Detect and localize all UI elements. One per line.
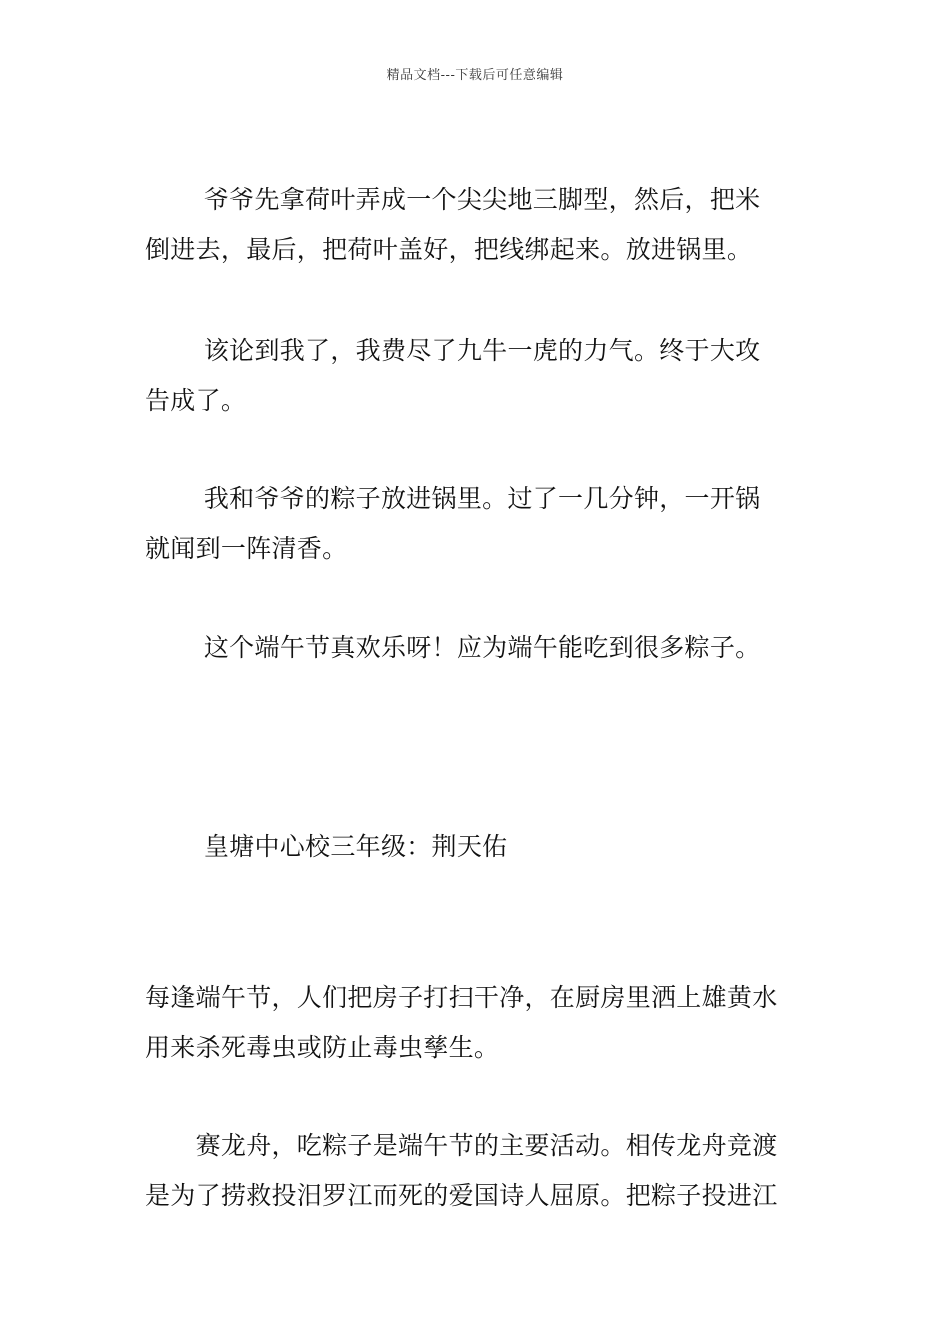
text-line: 用来杀死毒虫或防止毒虫孳生。 — [145, 1033, 500, 1062]
text-line: 这个端午节真欢乐呀！应为端午能吃到很多粽子。 — [145, 633, 761, 662]
text-line: 倒进去，最后，把荷叶盖好，把线绑起来。放进锅里。 — [145, 235, 753, 264]
text-line: 每逢端午节，人们把房子打扫干净，在厨房里洒上雄黄水 — [145, 983, 778, 1012]
text-line: 该论到我了，我费尽了九牛一虎的力气。终于大攻 — [145, 336, 761, 365]
author-text: 皇塘中心校三年级：荆天佑 — [145, 832, 508, 861]
text-line: 就闻到一阵清香。 — [145, 534, 348, 563]
page-header: 精品文档---下载后可任意编辑 — [386, 68, 564, 83]
text-line: 告成了。 — [145, 386, 247, 415]
text-line: 爷爷先拿荷叶弄成一个尖尖地三脚型，然后，把米 — [145, 185, 761, 214]
text-line: 是为了捞救投汨罗江而死的爱国诗人屈原。把粽子投进江 — [145, 1181, 778, 1210]
text-line: 我和爷爷的粽子放进锅里。过了一几分钟，一开锅 — [145, 484, 761, 513]
text-line: 赛龙舟，吃粽子是端午节的主要活动。相传龙舟竞渡 — [145, 1131, 778, 1160]
